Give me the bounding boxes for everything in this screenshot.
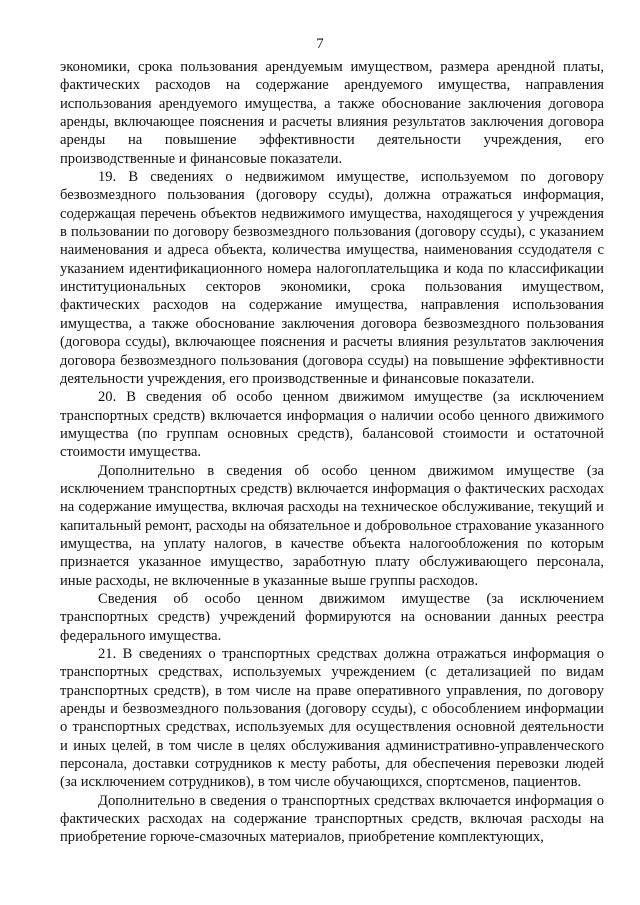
page-number: 7 — [316, 36, 324, 52]
paragraph-item-20-source: Сведения об особо ценном движимом имуществе (за исключением транспортных средств) учреждений формируются на основании данных реестра федерального имущества. — [60, 590, 604, 644]
paragraph-item-21: 21. В сведениях о транспортных средствах должна отражаться информация о транспортных средствах, используемых учреждением (с детализацией по видам транспортных средств), в том числе на праве оперативного управления, по договору аренды и безвозмездного пользования (договору ссуды), с обособлением информации о транспортных средствах, используемых для осуществления основной деятельности и иных целей, в том числе в целях обслуживания административно-управленческого персонала, доставки сотрудников к месту работы, для обеспечения перевозки людей (за исключением сотрудников), в том числе обучающихся, спортсменов, пациентов. — [60, 646, 604, 791]
paragraph-item-21-additional: Дополнительно в сведения о транспортных средствах включается информация о фактических расходах на содержание транспортных средств, включая расходы на приобретение горюче-смазочных материалов, приобретение комплектующих, — [60, 792, 604, 846]
paragraph-item-19: 19. В сведениях о недвижимом имуществе, используемом по договору безвозмездного пользования (договору ссуды), должна отражаться информация, содержащая перечень объектов недвижимого имущества, находящегося у учреждения в пользовании по договору безвозмездного пользования (договору ссуды), с указанием наименования и адреса объекта, количества имущества, наименования ссудодателя с указанием идентификационного номера налогоплательщика и кода по классификации институциональных секторов экономики, срока пользования имуществом, фактических расходов на содержание имущества, направления использования имущества, а также обоснование заключения договора безвозмездного пользования (договора ссуды), включающее пояснения и расчеты влияния результатов заключения договора безвозмездного пользования (договора ссуды) на повышение эффективности деятельности учреждения, его производственные и финансовые показатели. — [60, 169, 604, 387]
paragraph-item-20: 20. В сведения об особо ценном движимом имуществе (за исключением транспортных средств) включается информация о наличии особо ценного движимого имущества (по группам основных средств), балансовой стоимости и остаточной стоимости имущества. — [60, 389, 604, 461]
paragraph-item-20-additional: Дополнительно в сведения об особо ценном движимом имуществе (за исключением транспортных средств) включается информация о фактических расходах на содержание имущества, включая расходы на техническое обслуживание, текущий и капитальный ремонт, расходы на обязательное и добровольное страхование указанного имущества, на уплату налогов, в качестве объекта налогообложения по которым признается указанное имущество, заработную плату обслуживающего персонала, иные расходы, не включенные в указанные выше группы расходов. — [60, 462, 604, 589]
document-body — [60, 58, 604, 847]
paragraph-continuation: экономики, срока пользования арендуемым имуществом, размера арендной платы, фактических расходов на содержание арендуемого имущества, направления использования арендуемого имущества, а также обоснование заключения договора аренды, включающее пояснения и расчеты влияния результатов заключения договора аренды на повышение эффективности деятельности учреждения, его производственные и финансовые показатели. — [60, 59, 604, 167]
